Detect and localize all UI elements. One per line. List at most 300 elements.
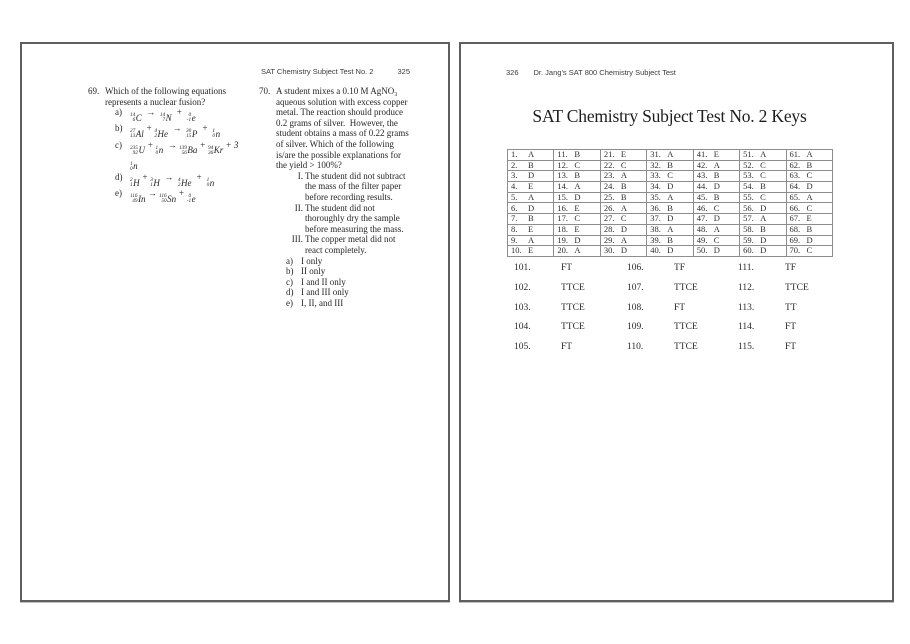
answer-number: 43.	[696, 170, 708, 181]
option-label: b)	[286, 266, 294, 277]
answer-cell	[786, 171, 832, 182]
option-label: b)	[115, 123, 123, 134]
answer-letter: D	[667, 245, 674, 256]
answer-cell	[647, 246, 693, 257]
answer-number: 19.	[557, 235, 569, 245]
answer-cell	[786, 235, 832, 246]
answer-letter: C	[620, 160, 627, 170]
answer-cell	[508, 150, 554, 161]
answer-letter: B	[713, 170, 720, 181]
answer-letter: D	[667, 213, 674, 224]
answer-cell	[786, 150, 832, 161]
option-text: I and III only	[301, 287, 349, 298]
extra-answer-number: 112.	[738, 282, 755, 293]
extra-answer-row	[514, 303, 585, 323]
nuclide	[208, 145, 223, 156]
answer-number: 32.	[650, 160, 661, 170]
answer-letter: C	[806, 170, 813, 181]
answer-number: 57.	[743, 213, 754, 224]
answer-number: 60.	[743, 245, 754, 256]
extra-answer-row	[738, 342, 809, 362]
answer-letter: A	[667, 192, 674, 202]
answer-letter: A	[528, 235, 535, 245]
nuclide-scripts	[130, 146, 138, 156]
answer-key-table	[507, 149, 833, 257]
answer-number: 7.	[511, 213, 518, 224]
answer-letter: B	[528, 213, 534, 224]
answer-number: 64.	[789, 181, 801, 192]
answer-number: 41.	[696, 149, 708, 160]
mass-number: 14	[130, 112, 136, 119]
answer-cell	[693, 160, 739, 171]
extra-answer-number: 107.	[627, 282, 644, 293]
element-symbol: Sn	[167, 193, 177, 204]
answer-cell	[508, 182, 554, 193]
option-row	[286, 298, 413, 309]
answer-number: 58.	[743, 224, 754, 234]
nuclide	[207, 178, 215, 189]
answer-cell	[693, 224, 739, 235]
mass-number: 14	[159, 112, 166, 119]
answer-letter: E	[806, 213, 812, 224]
statement-text: The student did not thoroughly dry the sample before measuring the mass.	[305, 202, 404, 234]
element-symbol: Al	[135, 129, 144, 139]
answer-letter: A	[806, 149, 813, 160]
answer-number: 33.	[650, 170, 661, 181]
answer-cell	[786, 224, 832, 235]
answer-letter: A	[760, 149, 767, 160]
answer-letter: B	[528, 160, 534, 170]
nuclide	[130, 113, 142, 124]
option-row	[115, 172, 244, 188]
answer-cell	[693, 150, 739, 161]
question-69-text: Which of the following equations represents a nuclear fusion?	[105, 86, 229, 107]
atomic-number: 50	[161, 198, 167, 205]
answer-cell	[508, 246, 554, 257]
extra-answer-row	[627, 342, 698, 362]
answer-letter: B	[806, 224, 813, 234]
answer-number: 67.	[789, 213, 801, 224]
option-equation: 27 13 Al + 4 2 He → 30 15 P + 1 0 n	[130, 123, 221, 140]
extra-answer-column	[738, 263, 809, 362]
extra-answer-row	[514, 342, 585, 362]
element-symbol: N	[165, 112, 172, 123]
answer-cell	[786, 192, 832, 203]
answer-number: 22.	[603, 160, 615, 170]
answer-number: 4.	[511, 181, 518, 192]
element-symbol: C	[135, 112, 142, 123]
statement-label: I.	[297, 170, 303, 181]
answer-number: 66.	[789, 202, 801, 213]
option-label: c)	[115, 139, 122, 150]
answer-letter: D	[806, 235, 813, 245]
element-symbol: n	[158, 145, 164, 156]
answer-letter: A	[620, 202, 627, 213]
answer-cell	[693, 203, 739, 214]
answer-letter: A	[528, 192, 535, 202]
answer-number: 16.	[557, 202, 569, 213]
answer-letter: B	[667, 202, 673, 213]
answer-number: 52.	[743, 160, 754, 170]
answer-letter: C	[806, 202, 813, 213]
answer-letter: A	[528, 149, 535, 160]
answer-row	[508, 182, 833, 193]
answer-number: 46.	[696, 202, 708, 213]
option-label: c)	[286, 276, 293, 287]
element-symbol: H	[153, 177, 160, 188]
answer-cell	[693, 171, 739, 182]
answer-letter: E	[620, 149, 627, 160]
nuclide	[154, 129, 168, 140]
answer-number: 56.	[743, 202, 754, 213]
answer-letter: C	[620, 213, 627, 224]
answer-number: 12.	[557, 160, 569, 170]
answer-number: 2.	[511, 160, 518, 170]
answer-letter: A	[667, 224, 674, 234]
answer-number: 55.	[743, 192, 754, 202]
answer-cell	[508, 235, 554, 246]
answer-cell	[600, 214, 646, 225]
answer-letter: E	[574, 202, 580, 213]
extra-answer-row	[514, 263, 585, 283]
statement-row	[291, 203, 413, 235]
extra-answer-number: 104.	[514, 322, 531, 333]
answer-key-title: SAT Chemistry Subject Test No. 2 Keys	[532, 106, 807, 126]
extra-answer-value: FT	[785, 322, 797, 333]
nuclide	[186, 129, 197, 140]
extra-answer-row	[738, 263, 809, 283]
answer-number: 61.	[789, 149, 801, 160]
answer-number: 51.	[743, 149, 754, 160]
answer-number: 21.	[603, 149, 615, 160]
extra-answer-value: TTCE	[674, 342, 698, 353]
option-equation: 2 1 H + 3 1 H → 4 2 He + 1 0 n	[130, 172, 215, 188]
mass-number: 4	[154, 128, 158, 135]
answer-number: 5.	[511, 192, 518, 202]
answer-number: 59.	[743, 235, 754, 245]
mass-number: 0	[188, 193, 192, 200]
option-text: I and II only	[301, 276, 346, 287]
answer-number: 27.	[603, 213, 615, 224]
answer-cell	[740, 160, 786, 171]
answer-cell	[786, 214, 832, 225]
atomic-number: 0	[212, 133, 216, 140]
option-label: d)	[115, 172, 123, 182]
answer-cell	[693, 214, 739, 225]
answer-cell	[647, 160, 693, 171]
element-symbol: He	[181, 177, 192, 188]
answer-row	[508, 235, 833, 246]
nuclide	[130, 145, 145, 156]
option-row	[115, 123, 244, 139]
extra-answer-row	[514, 283, 585, 303]
mass-number: 139	[178, 144, 187, 151]
answer-cell	[647, 203, 693, 214]
answer-cell	[786, 160, 832, 171]
atomic-number: 2	[154, 133, 158, 140]
atomic-number: -1	[186, 117, 192, 124]
atomic-number: 6	[132, 117, 136, 124]
answer-letter: B	[667, 160, 673, 170]
element-symbol: U	[138, 145, 145, 156]
extra-answer-number: 109.	[627, 322, 644, 333]
option-row	[115, 188, 244, 204]
answer-cell	[600, 224, 646, 235]
answer-cell	[647, 182, 693, 193]
answer-letter: B	[620, 181, 627, 192]
answer-cell	[508, 214, 554, 225]
nuclide	[156, 145, 164, 156]
mass-number: 30	[186, 128, 192, 135]
atomic-number: 7	[162, 117, 166, 124]
answer-letter: B	[574, 170, 581, 181]
answer-cell	[600, 182, 646, 193]
answer-letter: D	[713, 181, 720, 192]
answer-letter: C	[760, 170, 766, 181]
answer-cell	[786, 246, 832, 257]
extra-answer-number: 113.	[738, 302, 755, 313]
answer-cell	[554, 150, 600, 161]
answer-cell	[740, 214, 786, 225]
option-row	[115, 140, 244, 172]
answer-number: 30.	[603, 245, 615, 256]
option-equation: 14 6 C → 14 7 N + 0 -1 e	[130, 107, 196, 124]
answer-letter: A	[806, 192, 813, 202]
extra-answer-number: 105.	[514, 342, 531, 353]
answer-cell	[647, 150, 693, 161]
option-row	[115, 107, 244, 123]
nuclide-scripts	[159, 194, 167, 204]
option-text: I, II, and III	[301, 297, 344, 308]
element-symbol: n	[133, 161, 138, 172]
mass-number: 94	[207, 144, 214, 151]
answer-cell	[554, 246, 600, 257]
option-label: a)	[115, 107, 122, 118]
question-69-number: 69.	[88, 86, 100, 96]
answer-letter: D	[806, 181, 813, 192]
extra-answer-row	[627, 283, 698, 303]
atomic-number: 36	[207, 149, 214, 156]
answer-number: 28.	[603, 224, 615, 234]
answer-row	[508, 203, 833, 214]
extra-answer-value: TTCE	[674, 322, 698, 333]
answer-cell	[740, 235, 786, 246]
answer-cell	[647, 224, 693, 235]
answer-letter: C	[760, 192, 766, 202]
answer-cell	[600, 246, 646, 257]
answer-letter: C	[667, 170, 673, 181]
atomic-number: 0	[206, 181, 210, 188]
answer-cell	[740, 246, 786, 257]
answer-cell	[600, 171, 646, 182]
answer-number: 39.	[650, 235, 661, 245]
atomic-number: 49	[132, 198, 138, 205]
answer-cell	[600, 160, 646, 171]
answer-cell	[693, 192, 739, 203]
atomic-number: -1	[186, 198, 192, 205]
question-69-options	[115, 107, 244, 204]
nuclide	[187, 113, 196, 124]
answer-cell	[740, 224, 786, 235]
option-row	[286, 256, 413, 267]
answer-letter: A	[574, 181, 581, 192]
option-text: I only	[301, 255, 323, 266]
book-page-left	[20, 42, 450, 602]
answer-number: 3.	[511, 170, 518, 181]
answer-number: 65.	[789, 192, 801, 202]
answer-letter: E	[528, 181, 534, 192]
answer-number: 36.	[650, 202, 661, 213]
element-symbol: e	[191, 193, 196, 204]
mass-number: 3	[150, 177, 153, 183]
answer-row	[508, 192, 833, 203]
answer-number: 18.	[557, 224, 569, 234]
mass-number: 0	[188, 112, 192, 119]
question-70	[259, 86, 413, 308]
answer-number: 31.	[650, 149, 661, 160]
answer-letter: D	[574, 235, 581, 245]
extra-answer-value: TTCE	[561, 322, 585, 333]
answer-letter: B	[620, 192, 627, 202]
answer-number: 42.	[696, 160, 708, 170]
answer-letter: B	[574, 149, 581, 160]
answer-cell	[600, 150, 646, 161]
answer-number: 6.	[511, 202, 518, 213]
extra-answer-row	[514, 322, 585, 342]
nuclide	[130, 161, 138, 172]
statement-text: The student did not subtract the mass of the filter paper before recording results.	[305, 170, 406, 202]
answer-cell	[740, 203, 786, 214]
answer-number: 49.	[696, 235, 708, 245]
element-symbol: Kr	[213, 145, 224, 156]
answer-letter: C	[713, 235, 720, 245]
extra-answer-number: 114.	[738, 322, 755, 333]
atomic-number: 1	[130, 181, 133, 188]
extra-answer-value: TTCE	[785, 282, 809, 293]
answer-letter: D	[574, 192, 581, 202]
nuclide-scripts	[130, 129, 135, 139]
mass-number: 235	[130, 144, 138, 151]
element-symbol: He	[157, 129, 169, 139]
answer-number: 11.	[557, 149, 568, 160]
answer-number: 8.	[511, 224, 518, 234]
mass-number: 2	[130, 177, 133, 183]
answer-row	[508, 246, 833, 257]
option-label: d)	[286, 287, 294, 298]
element-symbol: P	[191, 129, 198, 139]
answer-number: 9.	[511, 235, 518, 245]
answer-cell	[554, 214, 600, 225]
answer-letter: E	[528, 224, 534, 234]
nuclide-scripts	[179, 146, 187, 156]
answer-cell	[693, 235, 739, 246]
answer-number: 69.	[789, 235, 801, 245]
answer-number: 25.	[603, 192, 615, 202]
question-69-body	[105, 86, 244, 204]
mass-number: 1	[206, 177, 210, 183]
answer-row	[508, 150, 833, 161]
answer-letter: B	[667, 235, 673, 245]
right-page-number: 326	[506, 68, 519, 77]
answer-letter: D	[760, 245, 767, 256]
answer-letter: E	[528, 245, 534, 256]
option-equation: 235 92 U + 1 0 n → 139 56 Ba + 94 36 Kr + 3 1 0 n	[130, 139, 239, 172]
nuclide-scripts	[208, 146, 213, 156]
atomic-number: 15	[186, 133, 192, 140]
answer-letter: C	[574, 160, 581, 170]
mass-number: 1	[130, 160, 133, 167]
option-equation: 116 49 In → 116 50 Sn + 0 -1 e	[130, 188, 196, 205]
mass-number: 27	[130, 128, 136, 135]
answer-letter: D	[760, 235, 767, 245]
answer-letter: A	[667, 149, 674, 160]
answer-row	[508, 160, 833, 171]
answer-letter: A	[620, 235, 627, 245]
answer-row	[508, 171, 833, 182]
nuclide-scripts	[130, 113, 135, 123]
answer-letter: D	[760, 202, 767, 213]
mass-number: 4	[177, 177, 181, 183]
answer-letter: B	[806, 160, 813, 170]
answer-number: 15.	[557, 192, 569, 202]
answer-cell	[647, 214, 693, 225]
right-running-head-title: Dr. Jang's SAT 800 Chemistry Subject Test	[533, 68, 676, 77]
answer-cell	[647, 171, 693, 182]
atomic-number: 0	[130, 165, 133, 172]
answer-number: 34.	[650, 181, 661, 192]
answer-letter: E	[574, 224, 580, 234]
answer-letter: D	[713, 245, 720, 256]
answer-letter: C	[713, 202, 720, 213]
nuclide	[187, 194, 196, 205]
answer-number: 23.	[603, 170, 615, 181]
nuclide	[178, 178, 192, 189]
element-symbol: n	[209, 177, 215, 188]
extra-answer-row	[627, 322, 698, 342]
answer-cell	[554, 235, 600, 246]
element-symbol: n	[215, 129, 221, 139]
nuclide	[160, 113, 172, 124]
answer-number: 24.	[603, 181, 615, 192]
extra-answer-value: TT	[785, 302, 797, 313]
answer-cell	[508, 203, 554, 214]
atomic-number: 1	[150, 181, 153, 188]
extra-answer-number: 108.	[627, 302, 644, 313]
answer-number: 50.	[696, 245, 708, 256]
option-label: e)	[286, 297, 293, 308]
answer-number: 1.	[511, 149, 518, 160]
question-70-number: 70.	[259, 86, 271, 96]
answer-letter: C	[760, 160, 766, 170]
answer-number: 63.	[789, 170, 801, 181]
book-page-right	[459, 42, 894, 602]
element-symbol: e	[191, 112, 196, 123]
question-70-options	[286, 256, 413, 309]
atomic-number: 2	[177, 181, 181, 188]
extra-answer-column	[514, 263, 585, 362]
answer-cell	[554, 192, 600, 203]
statement-label: III.	[291, 234, 303, 245]
option-label: e)	[115, 188, 122, 199]
extra-answer-value: FT	[561, 263, 573, 273]
answer-number: 20.	[557, 245, 569, 256]
element-symbol: In	[138, 193, 146, 204]
extra-answer-value: FT	[674, 302, 686, 313]
answer-number: 13.	[557, 170, 569, 181]
extra-answer-value: TTCE	[561, 282, 585, 293]
extra-answer-value: FT	[561, 342, 573, 353]
atomic-number: 92	[132, 149, 138, 156]
